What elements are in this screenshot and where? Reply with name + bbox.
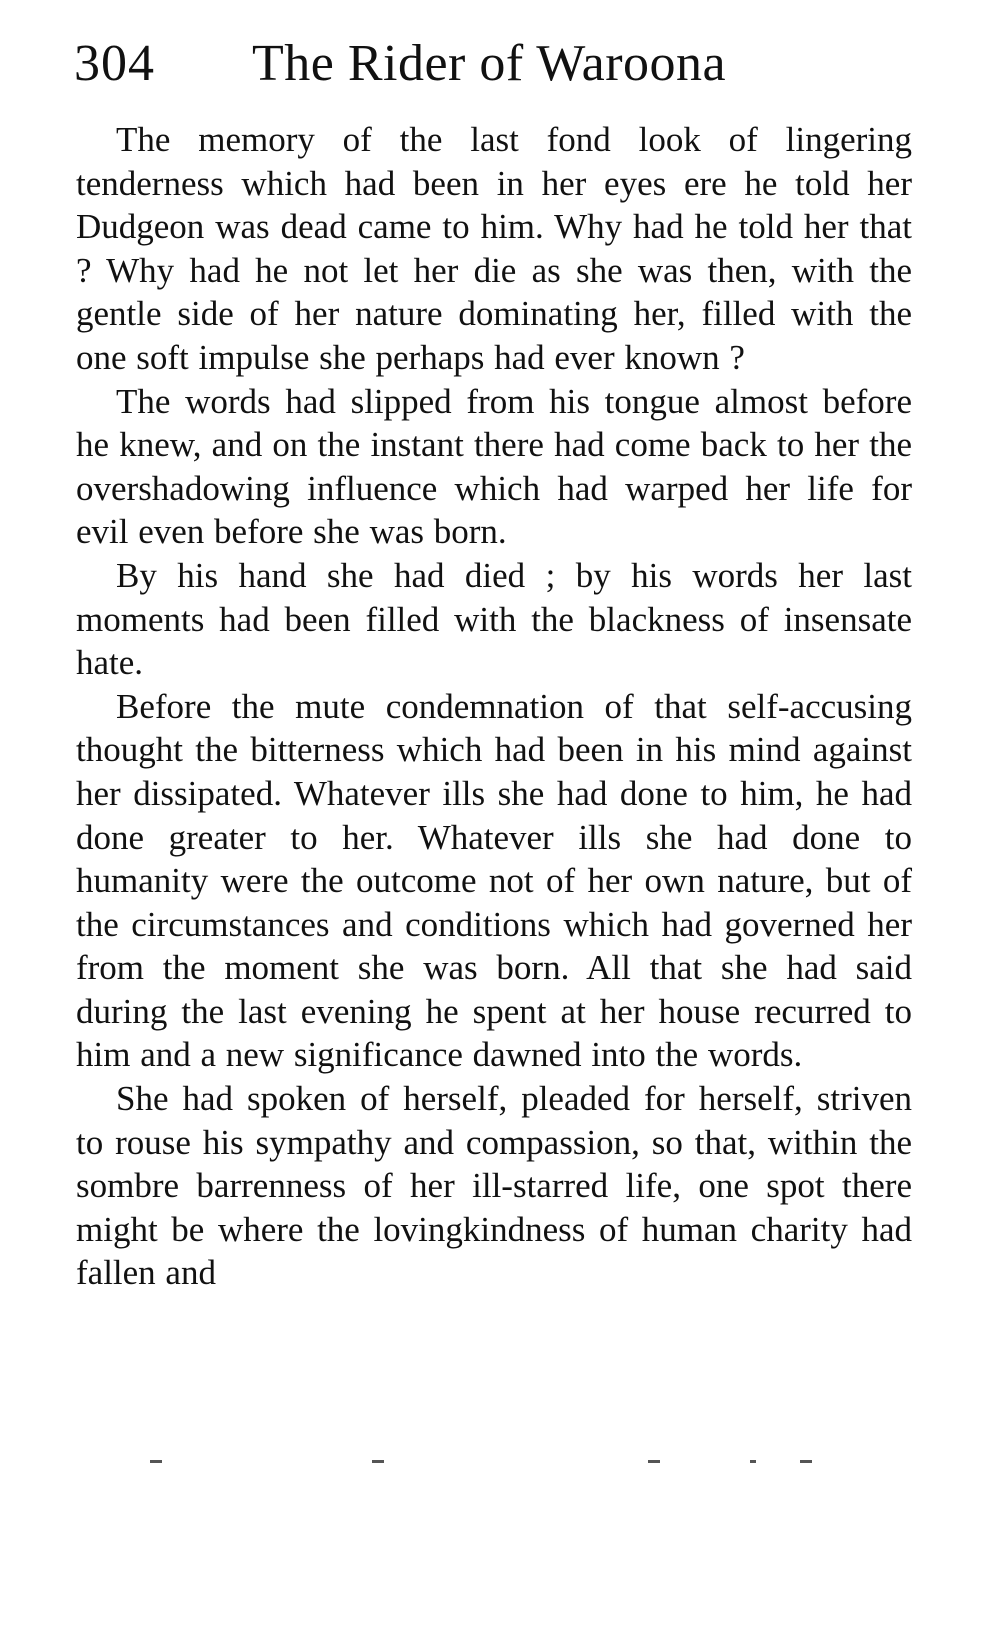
paragraph: By his hand she had died ; by his words her last moments had been filled with the blackness of insensate hate. xyxy=(76,555,912,683)
scan-speck xyxy=(750,1460,756,1463)
paragraph: The words had slipped from his tongue almost before he knew, and on the instant there had come back to her the overshadowing influence which had warped her life for evil even before she was born. xyxy=(76,381,912,552)
page-number: 304 xyxy=(74,35,155,92)
body-text xyxy=(76,118,912,1295)
paragraph: She had spoken of herself, pleaded for herself, striven to rouse his sympathy and compassion, so that, within the sombre barrenness of her ill-​starred life, one spot there might be where the lovingkindness of human charity had fallen and xyxy=(76,1079,912,1293)
paragraph: Before the mute condemnation of that self-​accusing thought the bitterness which had been in his mind against her dissipated. Whatever ills she had done to him, he had done greater to her. Whatever ills she had done to humanity were the outcome not of her own nature, but of the circumstances and conditions which had governed her from the moment she was born. All that she had said during the last evening he spent at her house recurred to him and a new significance dawned into the words. xyxy=(76,686,912,1075)
running-head: The Rider of Waroona xyxy=(252,35,727,92)
scan-speck xyxy=(150,1460,162,1463)
scan-speck xyxy=(372,1460,384,1463)
scan-speck xyxy=(800,1460,812,1463)
page-header xyxy=(74,34,954,104)
scan-artifacts xyxy=(150,1460,830,1466)
scan-speck xyxy=(648,1460,660,1463)
paragraph: The memory of the last fond look of lingering tenderness which had been in her eyes ere he told her Dudgeon was dead came to him. Why had he told her that ? Why had he not let her die as she was then, with the gentle side of her nature dominating her, filled with the one soft impulse she perhaps had ever known ? xyxy=(76,120,912,377)
